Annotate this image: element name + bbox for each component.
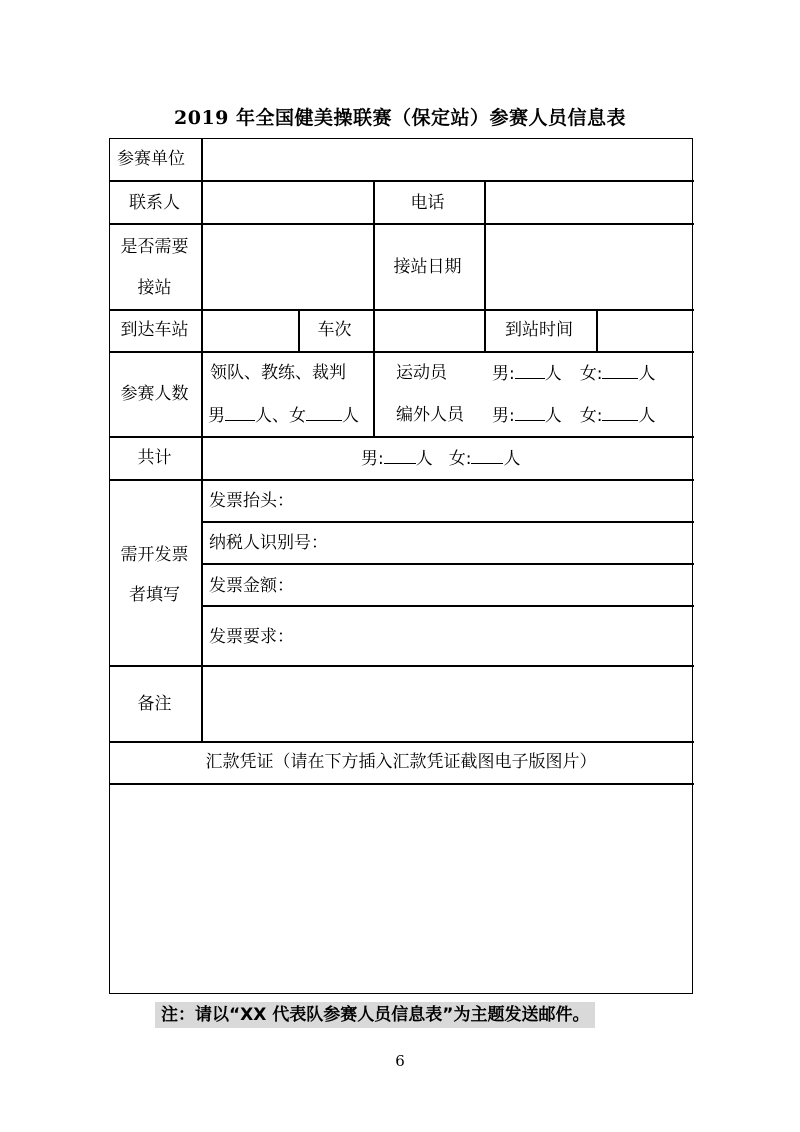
label-contact: 联系人 bbox=[129, 193, 180, 213]
label-participants: 参赛人数 bbox=[120, 384, 189, 404]
label-remittance: 汇款凭证（请在下方插入汇款凭证截图电子版图片） bbox=[205, 752, 597, 772]
label-invoice-line2: 者填写 bbox=[129, 585, 180, 605]
footer-note: 注：请以“XX 代表队参赛人员信息表”为主题发送邮件。 bbox=[155, 1002, 595, 1028]
label-pickup-date: 接站日期 bbox=[393, 257, 462, 277]
label-arrival-station: 到达车站 bbox=[120, 320, 189, 340]
label-remarks: 备注 bbox=[137, 694, 172, 714]
label-invoice-amount: 发票金额： bbox=[209, 576, 294, 596]
label-invoice-title: 发票抬头： bbox=[209, 491, 294, 511]
extras-count-line: 男: 人 女: 人 bbox=[492, 406, 656, 426]
label-train-no: 车次 bbox=[317, 320, 352, 340]
label-extras: 编外人员 bbox=[396, 405, 464, 425]
label-total: 共计 bbox=[137, 448, 172, 468]
page-number: 6 bbox=[395, 1052, 405, 1070]
label-pickup-line1: 是否需要 bbox=[120, 237, 189, 257]
total-count-line: 男: 人 女: 人 bbox=[361, 449, 521, 469]
leaders-count-line: 男 人、女 人 bbox=[208, 406, 359, 426]
label-taxpayer-id: 纳税人识别号： bbox=[209, 533, 328, 553]
label-athletes: 运动员 bbox=[396, 363, 447, 383]
label-arrival-time: 到站时间 bbox=[505, 320, 573, 340]
label-phone: 电话 bbox=[410, 193, 445, 213]
label-unit: 参赛单位 bbox=[117, 149, 185, 169]
label-invoice-line1: 需开发票 bbox=[120, 545, 189, 565]
page-title: 2019 年全国健美操联赛（保定站）参赛人员信息表 bbox=[174, 107, 626, 129]
label-leaders: 领队、教练、裁判 bbox=[210, 363, 346, 383]
label-invoice-requirement: 发票要求： bbox=[209, 627, 294, 647]
label-pickup-line2: 接站 bbox=[137, 278, 172, 298]
athletes-count-line: 男: 人 女: 人 bbox=[492, 364, 656, 384]
